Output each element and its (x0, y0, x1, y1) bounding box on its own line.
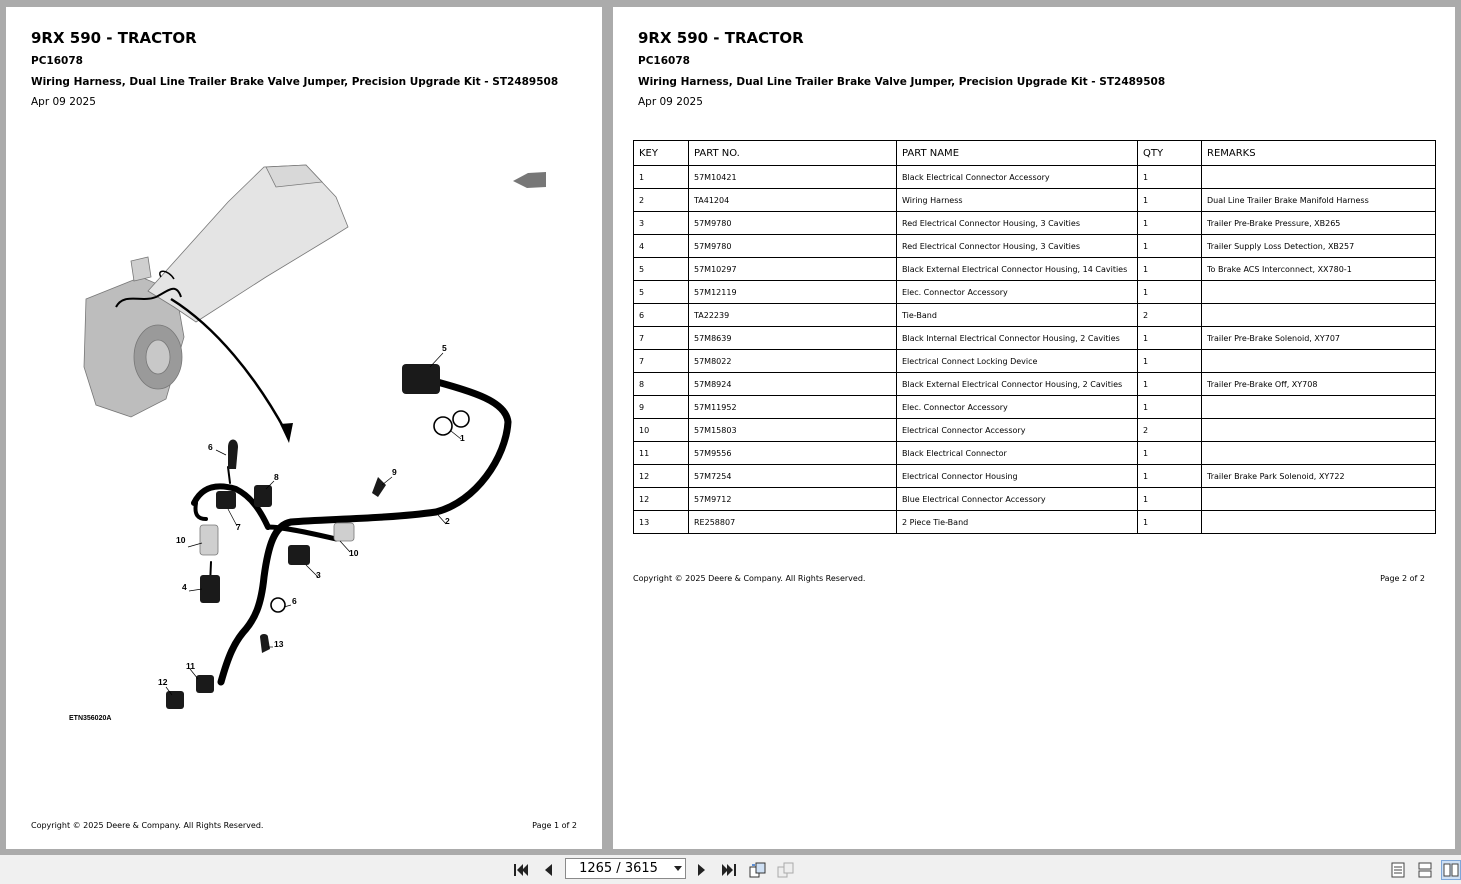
table-row (634, 212, 1436, 235)
cell-part-name: Electrical Connect Locking Device (897, 350, 1138, 373)
cell-part-name: Black Electrical Connector (897, 442, 1138, 465)
callout-6: 6 (292, 596, 297, 606)
single-page-icon (1391, 862, 1405, 878)
previous-page-button[interactable] (538, 860, 558, 880)
cell-part-no: 57M10297 (689, 258, 897, 281)
cell-remarks (1202, 396, 1436, 419)
last-page-button[interactable] (719, 860, 739, 880)
table-row (634, 350, 1436, 373)
cell-part-no: RE258807 (689, 511, 897, 534)
parts-table-body (634, 166, 1436, 534)
document-date: Apr 09 2025 (638, 96, 703, 108)
first-page-button[interactable] (511, 860, 531, 880)
cell-qty: 1 (1138, 396, 1202, 419)
cell-remarks (1202, 350, 1436, 373)
cell-part-name: Red Electrical Connector Housing, 3 Cavities (897, 235, 1138, 258)
last-page-icon (721, 863, 737, 877)
cell-part-no: 57M9556 (689, 442, 897, 465)
cell-qty: 1 (1138, 373, 1202, 396)
callout-7: 7 (236, 522, 241, 532)
table-row (634, 166, 1436, 189)
table-row (634, 304, 1436, 327)
callout-6: 6 (208, 442, 213, 452)
previous-page-icon (542, 863, 554, 877)
document-title: 9RX 590 - TRACTOR (31, 29, 197, 47)
document-description: Wiring Harness, Dual Line Trailer Brake Valve Jumper, Precision Upgrade Kit - ST2489508 (638, 76, 1166, 88)
orientation-arrow-icon (513, 172, 546, 188)
connector-5 (402, 364, 440, 394)
cell-key: 10 (634, 419, 689, 442)
first-page-icon (513, 863, 529, 877)
document-date: Apr 09 2025 (31, 96, 96, 108)
wiring-harness-diagram (6, 7, 602, 849)
viewer-toolbar (0, 855, 1461, 884)
cell-qty: 1 (1138, 166, 1202, 189)
callout-4: 4 (182, 582, 187, 592)
document-description: Wiring Harness, Dual Line Trailer Brake Valve Jumper, Precision Upgrade Kit - ST2489508 (31, 76, 559, 88)
cell-remarks (1202, 281, 1436, 304)
cell-part-name: Black External Electrical Connector Housing, 14 Cavities (897, 258, 1138, 281)
column-header-qty: QTY (1138, 141, 1202, 166)
callout-3: 3 (316, 570, 321, 580)
cell-remarks: Trailer Pre-Brake Solenoid, XY707 (1202, 327, 1436, 350)
cell-remarks (1202, 419, 1436, 442)
cell-qty: 2 (1138, 419, 1202, 442)
table-row (634, 488, 1436, 511)
table-row (634, 258, 1436, 281)
continuous-view-button[interactable] (1415, 860, 1435, 880)
cell-part-no: 57M8924 (689, 373, 897, 396)
table-row (634, 396, 1436, 419)
cell-remarks: Dual Line Trailer Brake Manifold Harness (1202, 189, 1436, 212)
callout-8: 8 (274, 472, 279, 482)
callout-11: 11 (186, 661, 195, 671)
single-page-view-button[interactable] (1388, 860, 1408, 880)
pdf-page-2 (613, 7, 1455, 849)
copy-pages-icon (749, 862, 767, 878)
callout-5: 5 (442, 343, 447, 353)
table-row (634, 419, 1436, 442)
table-row (634, 442, 1436, 465)
cell-key: 1 (634, 166, 689, 189)
table-row (634, 465, 1436, 488)
cell-part-name: Black Electrical Connector Accessory (897, 166, 1138, 189)
table-row (634, 281, 1436, 304)
cell-part-no: 57M10421 (689, 166, 897, 189)
document-code: PC16078 (638, 55, 690, 67)
cell-qty: 1 (1138, 212, 1202, 235)
column-header-key: KEY (634, 141, 689, 166)
cell-key: 12 (634, 465, 689, 488)
two-page-icon (1443, 863, 1459, 877)
document-code: PC16078 (31, 55, 83, 67)
figure-id: ETN356020A (69, 715, 112, 722)
cell-part-name: Red Electrical Connector Housing, 3 Cavities (897, 212, 1138, 235)
page-number: Page 1 of 2 (532, 821, 577, 830)
cell-part-name: Electrical Connector Accessory (897, 419, 1138, 442)
callout-10: 10 (176, 535, 186, 545)
cell-qty: 2 (1138, 304, 1202, 327)
cell-remarks: To Brake ACS Interconnect, XX780-1 (1202, 258, 1436, 281)
cell-key: 12 (634, 488, 689, 511)
cell-key: 8 (634, 373, 689, 396)
cell-part-no: 57M15803 (689, 419, 897, 442)
cell-key: 4 (634, 235, 689, 258)
cell-key: 11 (634, 442, 689, 465)
cell-part-no: 57M8639 (689, 327, 897, 350)
cell-part-name: Black External Electrical Connector Housing, 2 Cavities (897, 373, 1138, 396)
cell-part-no: 57M8022 (689, 350, 897, 373)
cell-key: 7 (634, 327, 689, 350)
compare-pages-button[interactable] (776, 860, 796, 880)
cell-part-name: Elec. Connector Accessory (897, 281, 1138, 304)
cell-part-no: 57M9712 (689, 488, 897, 511)
cell-qty: 1 (1138, 189, 1202, 212)
cell-qty: 1 (1138, 511, 1202, 534)
transmission-illustration (84, 165, 348, 417)
cell-part-name: Elec. Connector Accessory (897, 396, 1138, 419)
cell-qty: 1 (1138, 350, 1202, 373)
table-row (634, 373, 1436, 396)
pdf-page-1 (6, 7, 602, 849)
cell-remarks (1202, 488, 1436, 511)
cell-key: 5 (634, 281, 689, 304)
table-row (634, 511, 1436, 534)
cell-qty: 1 (1138, 258, 1202, 281)
cell-part-name: Blue Electrical Connector Accessory (897, 488, 1138, 511)
chevron-down-icon (674, 866, 682, 871)
table-row (634, 189, 1436, 212)
callout-9: 9 (392, 467, 397, 477)
page-number-select[interactable] (565, 858, 686, 879)
cell-part-no: 57M9780 (689, 235, 897, 258)
callout-1: 1 (460, 433, 465, 443)
cell-part-name: 2 Piece Tie-Band (897, 511, 1138, 534)
next-page-icon (696, 863, 708, 877)
document-title: 9RX 590 - TRACTOR (638, 29, 804, 47)
cell-qty: 1 (1138, 281, 1202, 304)
cell-remarks: Trailer Pre-Brake Off, XY708 (1202, 373, 1436, 396)
cell-key: 6 (634, 304, 689, 327)
cell-key: 2 (634, 189, 689, 212)
cell-qty: 1 (1138, 488, 1202, 511)
table-header-row (634, 141, 1436, 166)
table-row (634, 235, 1436, 258)
cell-part-no: TA22239 (689, 304, 897, 327)
column-header-part-no: PART NO. (689, 141, 897, 166)
cell-remarks: Trailer Pre-Brake Pressure, XB265 (1202, 212, 1436, 235)
cell-remarks: Trailer Brake Park Solenoid, XY722 (1202, 465, 1436, 488)
cell-part-name: Tie-Band (897, 304, 1138, 327)
cell-part-no: 57M7254 (689, 465, 897, 488)
cell-key: 13 (634, 511, 689, 534)
cell-remarks (1202, 511, 1436, 534)
cell-key: 9 (634, 396, 689, 419)
cell-key: 5 (634, 258, 689, 281)
page-indicator: 1265 / 3615 (579, 861, 658, 876)
cell-qty: 1 (1138, 327, 1202, 350)
cell-part-name: Wiring Harness (897, 189, 1138, 212)
cell-remarks (1202, 166, 1436, 189)
cell-part-no: 57M12119 (689, 281, 897, 304)
parts-table (633, 140, 1436, 534)
compare-pages-icon (777, 862, 795, 878)
callout-12: 12 (158, 677, 168, 687)
copyright-text: Copyright © 2025 Deere & Company. All Rights Reserved. (31, 821, 264, 830)
callout-10: 10 (349, 548, 359, 558)
cell-remarks: Trailer Supply Loss Detection, XB257 (1202, 235, 1436, 258)
two-page-view-button[interactable] (1441, 860, 1461, 880)
copyright-text: Copyright © 2025 Deere & Company. All Rights Reserved. (633, 574, 866, 583)
cell-part-no: TA41204 (689, 189, 897, 212)
cell-part-name: Black Internal Electrical Connector Housing, 2 Cavities (897, 327, 1138, 350)
cell-qty: 1 (1138, 465, 1202, 488)
page-number: Page 2 of 2 (1380, 574, 1425, 583)
cell-key: 7 (634, 350, 689, 373)
callout-2: 2 (445, 516, 450, 526)
column-header-remarks: REMARKS (1202, 141, 1436, 166)
cell-remarks (1202, 304, 1436, 327)
column-header-part-name: PART NAME (897, 141, 1138, 166)
cell-part-no: 57M9780 (689, 212, 897, 235)
cell-part-name: Electrical Connector Housing (897, 465, 1138, 488)
cell-qty: 1 (1138, 235, 1202, 258)
callout-13: 13 (274, 639, 284, 649)
cell-qty: 1 (1138, 442, 1202, 465)
next-page-button[interactable] (692, 860, 712, 880)
cell-key: 3 (634, 212, 689, 235)
cell-part-no: 57M11952 (689, 396, 897, 419)
cell-remarks (1202, 442, 1436, 465)
continuous-page-icon (1418, 862, 1432, 878)
table-row (634, 327, 1436, 350)
rotate-view-button[interactable] (748, 860, 768, 880)
